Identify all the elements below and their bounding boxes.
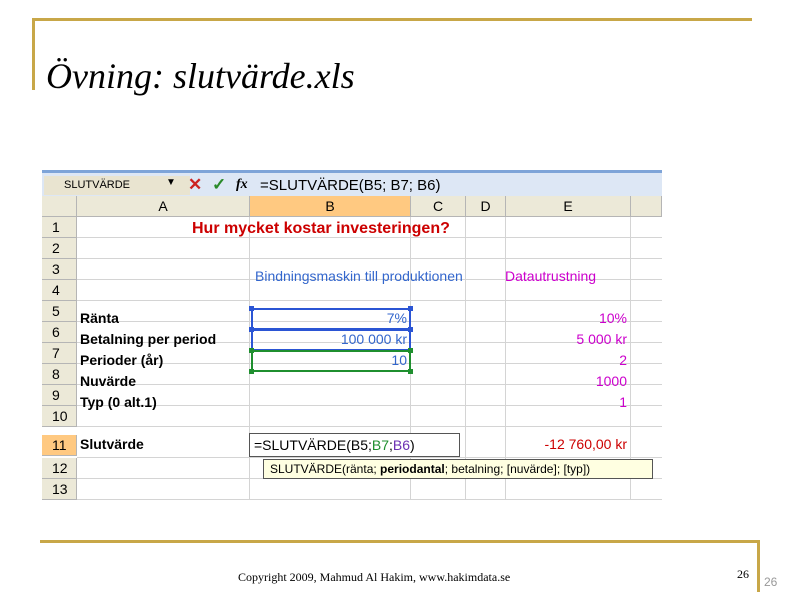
frame-bottom-line bbox=[40, 540, 760, 543]
range-highlight-b6 bbox=[251, 329, 411, 351]
function-tooltip bbox=[263, 459, 653, 479]
name-box[interactable]: SLUTVÄRDE bbox=[44, 176, 190, 195]
range-handle[interactable] bbox=[249, 306, 254, 311]
slide-number-small: 26 bbox=[764, 575, 778, 589]
cell-b1-heading[interactable]: Hur mycket kostar investeringen? bbox=[192, 220, 450, 237]
tooltip-current-arg: periodantal bbox=[380, 462, 445, 476]
cell-a6[interactable]: Betalning per period bbox=[80, 331, 217, 347]
frame-top-line bbox=[32, 18, 752, 21]
column-header-c[interactable]: C bbox=[411, 196, 466, 217]
formula-bar bbox=[42, 170, 662, 196]
slide-title: Övning: slutvärde.xls bbox=[46, 56, 355, 96]
range-handle[interactable] bbox=[249, 327, 254, 332]
cell-a8[interactable]: Nuvärde bbox=[80, 373, 137, 389]
cell-e8[interactable]: 1000 bbox=[595, 373, 627, 389]
row-header-10[interactable]: 10 bbox=[42, 406, 77, 427]
tooltip-rest: ; betalning; [nuvärde]; [typ]) bbox=[444, 462, 591, 476]
row-header-3[interactable]: 3 bbox=[42, 259, 77, 280]
edit-formula-suffix: ) bbox=[410, 437, 415, 453]
row-header-5[interactable]: 5 bbox=[42, 301, 77, 322]
column-header-e[interactable]: E bbox=[506, 196, 631, 217]
row-header-13[interactable]: 13 bbox=[42, 479, 77, 500]
column-header-a[interactable]: A bbox=[77, 196, 250, 217]
row-header-9[interactable]: 9 bbox=[42, 385, 77, 406]
column-header-b[interactable]: B bbox=[250, 196, 411, 217]
gridline bbox=[505, 217, 506, 500]
gridline bbox=[77, 499, 662, 500]
cell-e7[interactable]: 2 bbox=[619, 352, 627, 368]
row-header-2[interactable]: 2 bbox=[42, 238, 77, 259]
cell-a9[interactable]: Typ (0 alt.1) bbox=[80, 394, 157, 410]
column-header-d[interactable]: D bbox=[466, 196, 506, 217]
spreadsheet-window bbox=[42, 170, 662, 500]
cell-b5[interactable]: 7% bbox=[386, 310, 407, 326]
edit-formula-prefix: =SLUTVÄRDE(B5; bbox=[254, 437, 372, 453]
cell-b6[interactable]: 100 000 kr bbox=[340, 331, 407, 347]
row-header-12[interactable]: 12 bbox=[42, 458, 77, 479]
cancel-x-icon[interactable]: ✕ bbox=[188, 175, 203, 194]
range-highlight-b7 bbox=[251, 350, 411, 372]
range-highlight-b5 bbox=[251, 308, 411, 330]
slide-number: 26 bbox=[737, 567, 749, 581]
gridline bbox=[77, 258, 662, 259]
cell-b7[interactable]: 10 bbox=[391, 352, 407, 368]
gridline bbox=[77, 457, 662, 458]
frame-right-line bbox=[757, 540, 760, 592]
edit-separator: ; bbox=[389, 437, 393, 453]
gridline bbox=[77, 300, 662, 301]
insert-function-icon[interactable]: fx bbox=[236, 177, 248, 192]
range-handle[interactable] bbox=[408, 348, 413, 353]
cell-e11[interactable]: -12 760,00 kr bbox=[544, 436, 627, 452]
row-header-11[interactable]: 11 bbox=[42, 435, 77, 456]
footer-copyright: Copyright 2009, Mahmud Al Hakim, www.hakimdata.se bbox=[238, 570, 511, 584]
cell-e5[interactable]: 10% bbox=[598, 310, 627, 326]
cell-a11[interactable]: Slutvärde bbox=[80, 436, 144, 452]
row-header-6[interactable]: 6 bbox=[42, 322, 77, 343]
tooltip-function: SLUTVÄRDE(ränta; bbox=[270, 462, 381, 476]
gridline bbox=[465, 217, 466, 500]
row-header-4[interactable]: 4 bbox=[42, 280, 77, 301]
range-handle[interactable] bbox=[249, 369, 254, 374]
gridline bbox=[77, 426, 662, 427]
cell-b11-edit-box[interactable] bbox=[249, 433, 460, 457]
gridline bbox=[249, 217, 250, 500]
range-handle[interactable] bbox=[408, 327, 413, 332]
cell-a7[interactable]: Perioder (år) bbox=[80, 352, 164, 368]
cell-e6[interactable]: 5 000 kr bbox=[576, 331, 627, 347]
range-handle[interactable] bbox=[408, 306, 413, 311]
cell-e3[interactable]: Datautrustning bbox=[505, 268, 597, 284]
select-all-corner[interactable] bbox=[42, 196, 77, 217]
formula-input[interactable]: =SLUTVÄRDE(B5; B7; B6) bbox=[260, 177, 441, 194]
row-header-7[interactable]: 7 bbox=[42, 343, 77, 364]
column-header-f[interactable] bbox=[631, 196, 662, 217]
edit-ref-b6: B6 bbox=[392, 437, 411, 453]
enter-check-icon[interactable]: ✓ bbox=[212, 175, 227, 194]
range-handle[interactable] bbox=[249, 348, 254, 353]
row-header-1[interactable]: 1 bbox=[42, 217, 77, 238]
cell-b3[interactable]: Bindningsmaskin till produktionen bbox=[255, 268, 463, 284]
range-handle[interactable] bbox=[408, 369, 413, 374]
cell-e9[interactable]: 1 bbox=[619, 394, 627, 410]
name-box-dropdown-icon[interactable]: ▼ bbox=[166, 177, 176, 188]
edit-ref-b7: B7 bbox=[371, 437, 389, 453]
cell-a5[interactable]: Ränta bbox=[80, 310, 119, 326]
frame-left-line bbox=[32, 18, 35, 90]
gridline bbox=[630, 217, 631, 500]
row-header-8[interactable]: 8 bbox=[42, 364, 77, 385]
